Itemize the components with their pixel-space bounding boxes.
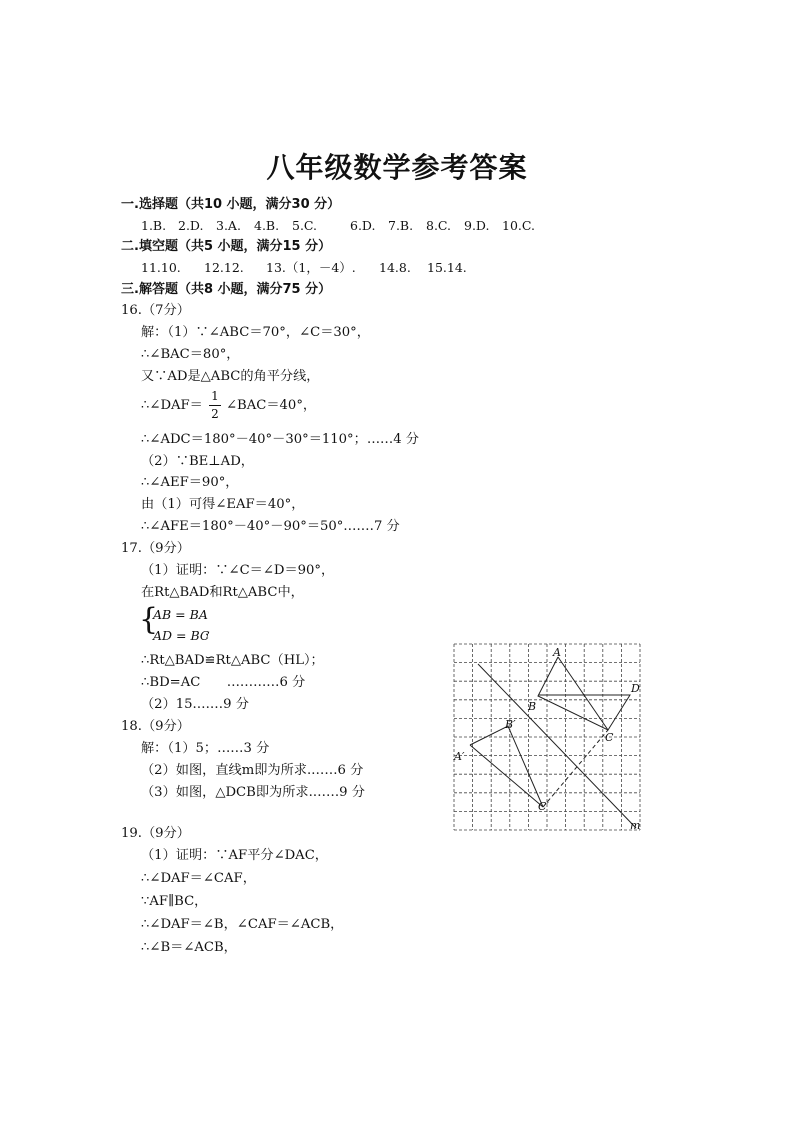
page-title: 八年级数学参考答案	[266, 151, 528, 184]
label-m: m	[630, 819, 641, 832]
solution-line: ∵AF∥BC，	[141, 894, 208, 909]
solution-line: ∴BD=AC …………6 分	[141, 675, 306, 690]
answer-item: 2.D.	[178, 218, 204, 233]
triangle-image	[470, 726, 543, 807]
answer-item: 15.14.	[427, 260, 467, 275]
label-A-prime: A′	[454, 750, 465, 763]
solution-line: ∴Rt△BAD≌Rt△ABC（HL）；	[141, 653, 324, 668]
solution-line: ∴∠DAF＝∠B，∠CAF＝∠ACB，	[141, 917, 344, 932]
answer-item: 5.C.	[292, 218, 318, 233]
solution-line: 由（1）可得∠EAF＝40°，	[141, 497, 305, 512]
equation-comma: ，	[205, 624, 219, 639]
label-D: D	[631, 682, 640, 695]
answer-item: 3.A.	[216, 218, 241, 233]
label-C: C	[605, 731, 614, 744]
answer-item: 12.12.	[204, 260, 244, 275]
equation-line: AB = BA	[153, 607, 208, 622]
label-C-prime: C′	[538, 800, 549, 813]
line-m	[478, 664, 636, 828]
solution-line: ∴∠DAF＝∠CAF，	[141, 871, 256, 886]
answer-item: 4.B.	[254, 218, 280, 233]
equation-line: AD = BC	[153, 628, 210, 643]
fraction-numerator: 1	[211, 389, 219, 403]
equation-brace: {	[139, 602, 159, 637]
section-choice-heading: 一.选择题（共10 小题，满分30 分）	[121, 197, 341, 212]
answer-item: 1.B.	[141, 218, 167, 233]
solution-line: 解：（1）5；……3 分	[141, 741, 270, 756]
solution-line: ∴∠BAC＝80°，	[141, 347, 240, 362]
section-fill-heading: 二.填空题（共5 小题，满分15 分）	[121, 239, 332, 254]
solution-line: （2）∵BE⊥AD，	[141, 454, 254, 469]
solution-line: ∴∠ADC＝180°－40°－30°＝110°；……4 分	[141, 432, 419, 447]
label-A: A	[553, 646, 561, 659]
question-header: 19.（9分）	[121, 826, 190, 841]
label-B: B	[528, 700, 537, 713]
answer-item: 10.C.	[502, 218, 535, 233]
fraction-bar	[209, 405, 221, 406]
answer-item: 13.（1，－4）.	[266, 260, 356, 275]
answer-item: 8.C.	[426, 218, 452, 233]
label-B-prime: B′	[505, 718, 516, 731]
answer-item: 6.D.	[350, 218, 376, 233]
solution-line: ∴∠AEF＝90°，	[141, 475, 239, 490]
solution-line: ∴∠DAF＝	[141, 398, 203, 413]
solution-line: 在Rt△BAD和Rt△ABC中，	[141, 585, 304, 600]
solution-line: （2）15.……9 分	[141, 697, 249, 712]
solution-line: （3）如图，△DCB即为所求.……9 分	[141, 785, 365, 800]
answer-item: 7.B.	[388, 218, 414, 233]
section-solution-heading: 三.解答题（共8 小题，满分75 分）	[121, 282, 332, 297]
fraction-denominator: 2	[211, 407, 219, 421]
solution-line: （2）如图，直线m即为所求.……6 分	[141, 763, 364, 778]
question-header: 18.（9分）	[121, 719, 190, 734]
answer-item: 11.10.	[141, 260, 181, 275]
answer-item: 9.D.	[464, 218, 490, 233]
solution-line: ∴∠B＝∠ACB，	[141, 940, 237, 955]
question-header: 16.（7分）	[121, 303, 190, 318]
solution-line: 又∵AD是△ABC的角平分线，	[141, 369, 320, 384]
question-header: 17.（9分）	[121, 541, 190, 556]
solution-line: ∴∠AFE＝180°－40°－90°＝50°.……7 分	[141, 519, 400, 534]
solution-line: （1）证明：∵AF平分∠DAC，	[141, 848, 328, 863]
answer-item: 14.8.	[379, 260, 411, 275]
solution-line: （1）证明：∵∠C＝∠D＝90°，	[141, 563, 335, 578]
grid-figure	[448, 640, 648, 836]
solution-line: ∠BAC＝40°，	[226, 398, 317, 413]
solution-line: 解：（1）∵∠ABC＝70°，∠C＝30°，	[141, 325, 370, 340]
